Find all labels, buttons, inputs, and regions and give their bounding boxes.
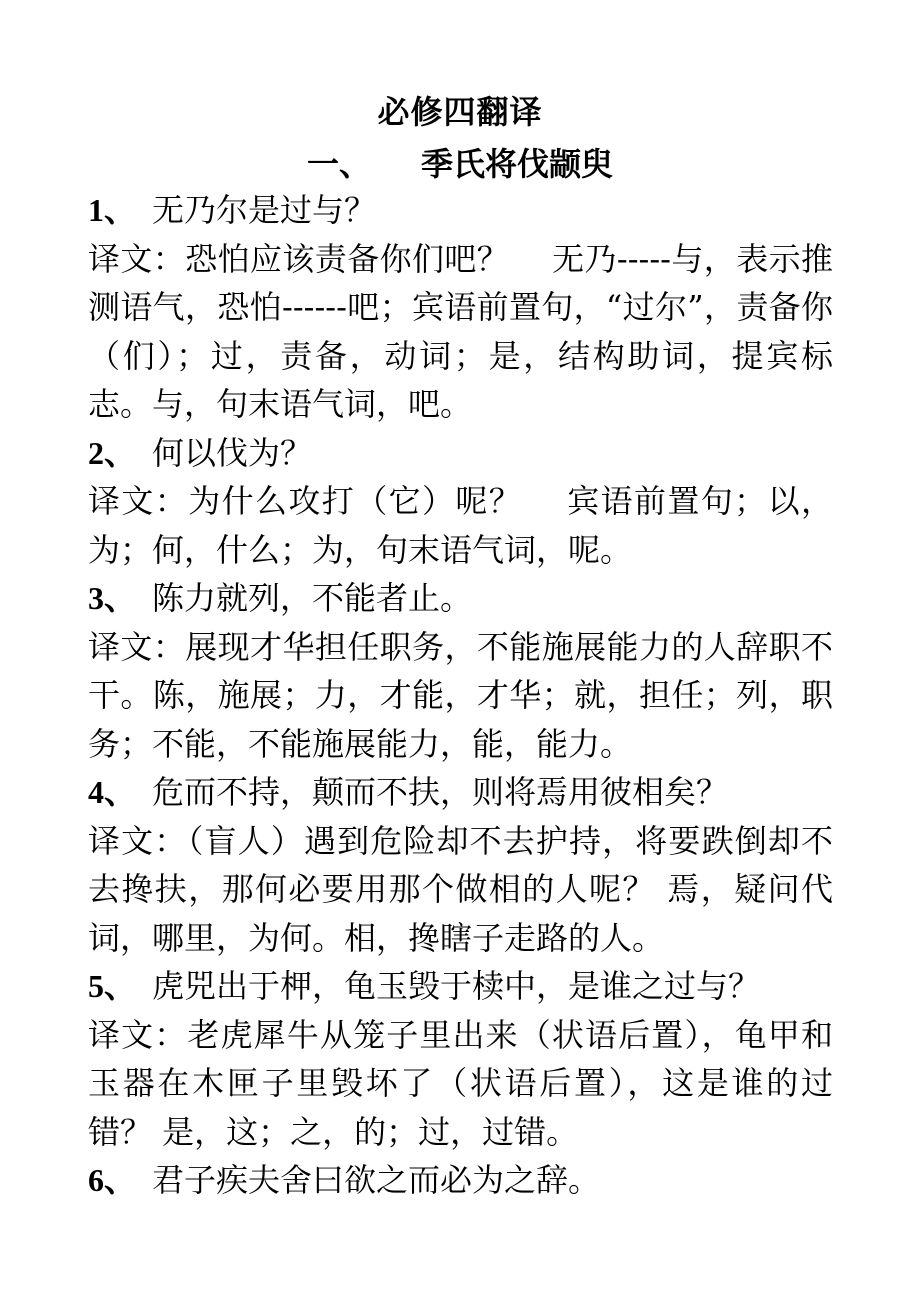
list-item xyxy=(88,574,833,768)
question-number: 4、 xyxy=(88,774,137,810)
question-number: 1、 xyxy=(88,192,137,228)
translation-label: 译文： xyxy=(88,239,186,278)
section-name: 季氏将伐颛臾 xyxy=(421,145,614,183)
translation-text: 恐怕应该责备你们吧？ 无乃-----与，表示推测语气，恐怕------吧；宾语前置句，“过尔”，责备你（们）；过，责备，动词；是，结构助词，提宾标志。与，句末语气词，吧。 xyxy=(88,239,833,423)
question-text: 虎兕出于柙，龟玉毁于椟中，是谁之过与？ xyxy=(152,967,761,1005)
translation-label: 译文： xyxy=(88,1015,188,1054)
translation-text: （盲人）遇到危险却不去护持，将要跌倒却不去搀扶，那何必要用那个做相的人呢？ 焉，疑问代词，哪里，为何。相，搀瞎子走路的人。 xyxy=(88,821,833,957)
list-item xyxy=(88,962,833,1156)
question-text: 危而不持，颠而不扶，则将焉用彼相矣？ xyxy=(152,773,729,811)
list-item xyxy=(88,429,833,575)
question-line xyxy=(88,186,833,235)
list-item xyxy=(88,1156,833,1205)
question-line xyxy=(88,574,833,623)
translation-label: 译文： xyxy=(88,482,189,520)
translation-paragraph xyxy=(88,623,833,769)
question-number: 2、 xyxy=(88,434,137,471)
translation-text: 为什么攻打（它）呢？ 宾语前置句；以，为；何，什么；为，句末语气词，呢。 xyxy=(88,482,833,569)
question-number: 3、 xyxy=(88,580,137,616)
translation-paragraph xyxy=(88,477,833,574)
question-line xyxy=(88,1156,833,1205)
section-heading xyxy=(0,140,920,188)
question-number: 5、 xyxy=(88,968,137,1004)
section-number: 一、 xyxy=(306,145,371,183)
question-text: 陈力就列，不能者止。 xyxy=(152,579,473,617)
translation-text: 展现才华担任职务，不能施展能力的人辞职不干。陈，施展；力，才能，才华；就，担任；列，职务；不能，不能施展能力，能，能力。 xyxy=(88,627,833,763)
question-line xyxy=(88,768,833,817)
list-item xyxy=(88,768,833,962)
document-title: 必修四翻译 xyxy=(377,93,543,131)
translation-label: 译文： xyxy=(88,821,188,860)
translation-text: 老虎犀牛从笼子里出来（状语后置），龟甲和玉器在木匣子里毁坏了（状语后置），这是谁的过错？ 是，这；之，的；过，过错。 xyxy=(88,1015,833,1151)
question-line xyxy=(88,429,833,478)
translation-paragraph xyxy=(88,1011,833,1157)
question-line xyxy=(88,962,833,1011)
question-text: 无乃尔是过与？ xyxy=(152,191,377,229)
translation-list xyxy=(88,186,833,1205)
question-text: 何以伐为？ xyxy=(152,433,313,472)
translation-paragraph xyxy=(88,235,833,429)
translation-label: 译文： xyxy=(88,627,186,666)
question-text: 君子疾夫舍曰欲之而必为之辞。 xyxy=(152,1161,601,1199)
list-item xyxy=(88,186,833,429)
question-number: 6、 xyxy=(88,1162,137,1198)
translation-paragraph xyxy=(88,817,833,963)
